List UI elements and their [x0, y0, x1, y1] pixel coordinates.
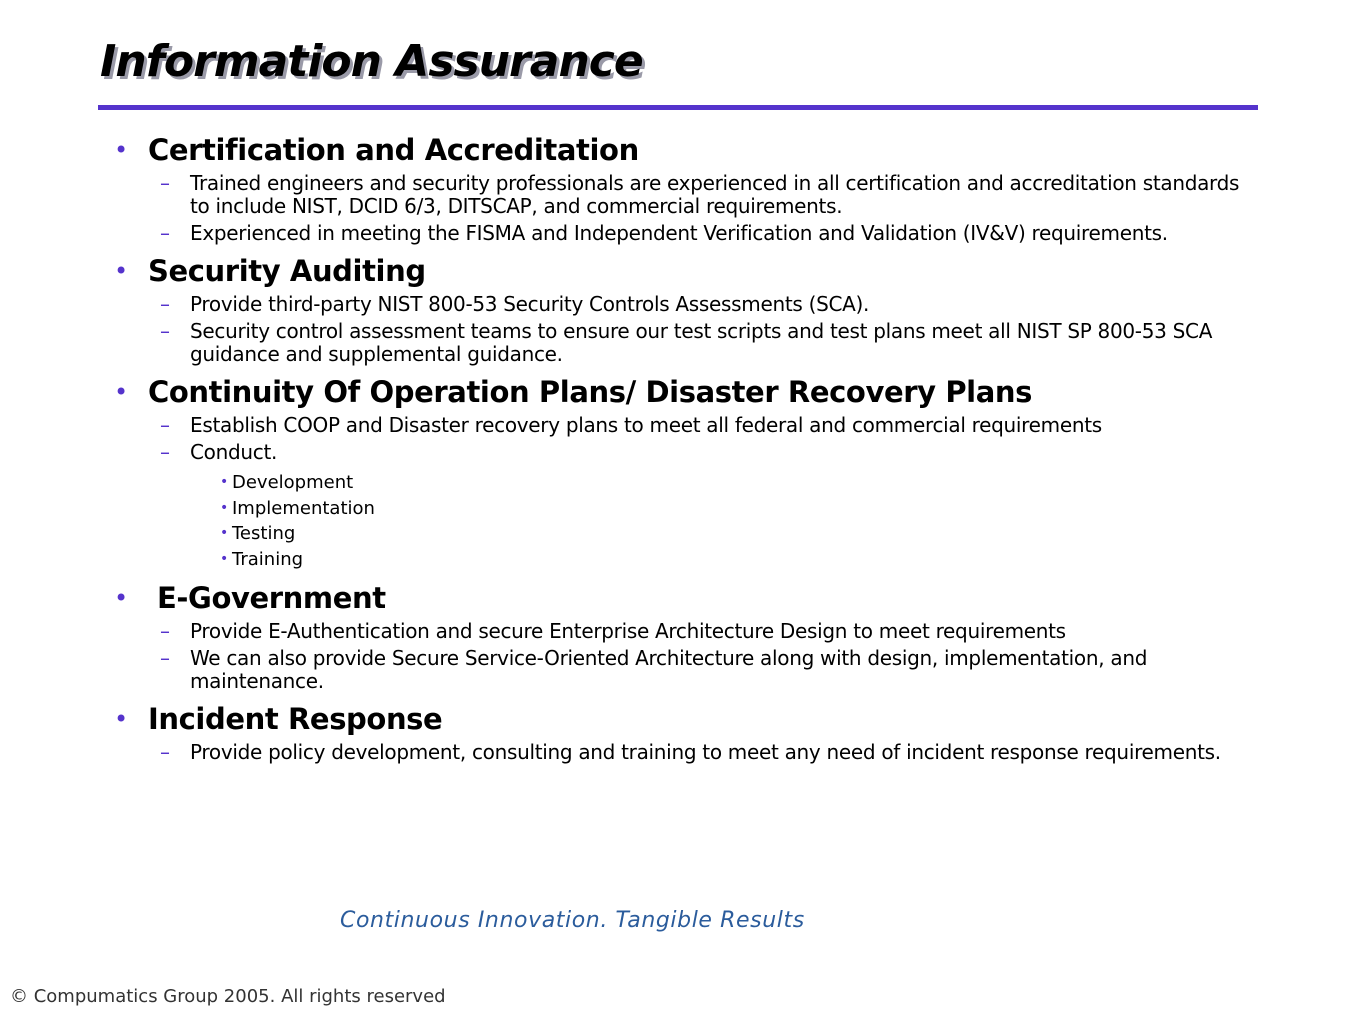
- list-item-text: Establish COOP and Disaster recovery plans to meet all federal and commercial requirements: [190, 413, 1102, 437]
- list-item: [148, 521, 1242, 547]
- list-item: [148, 647, 1242, 693]
- section-incident-response: [112, 701, 1242, 764]
- list-item-text: Provide third-party NIST 800-53 Security Controls Assessments (SCA).: [190, 292, 870, 316]
- bullet-icon: •: [114, 378, 129, 406]
- bullet-icon: •: [114, 705, 129, 733]
- section-items: [148, 414, 1242, 464]
- dash-icon: –: [160, 413, 170, 437]
- list-item: [148, 222, 1242, 245]
- section-heading: Security Auditing: [148, 254, 426, 288]
- dash-icon: –: [160, 646, 170, 670]
- list-item-text: Testing: [232, 523, 296, 544]
- list-item-text: Conduct.: [190, 440, 278, 464]
- bullet-icon: •: [220, 525, 229, 541]
- list-item: [148, 441, 1242, 464]
- section-heading: Certification and Accreditation: [148, 133, 639, 167]
- bullet-icon: •: [114, 257, 129, 285]
- dash-icon: –: [160, 221, 170, 245]
- section-items: [148, 172, 1242, 245]
- section-security-auditing: [112, 253, 1242, 366]
- slide-title: Information Assurance: [100, 36, 643, 87]
- section-heading: Incident Response: [148, 702, 443, 736]
- dash-icon: –: [160, 619, 170, 643]
- list-item: [148, 320, 1242, 366]
- dash-icon: –: [160, 292, 170, 316]
- list-item-text: Security control assessment teams to ensure our test scripts and test plans meet all NIST SP 800-53 SCA guidance and supplemental guidance.: [190, 319, 1213, 366]
- section-heading: Continuity Of Operation Plans/ Disaster Recovery Plans: [148, 375, 1032, 409]
- list-item: [148, 293, 1242, 316]
- bullet-icon: •: [220, 550, 229, 567]
- list-item: [148, 470, 1242, 496]
- dash-icon: –: [160, 171, 170, 195]
- list-item: [148, 620, 1242, 643]
- list-item-text: Implementation: [232, 497, 375, 519]
- list-item-text: Experienced in meeting the FISMA and Independent Verification and Validation (IV&V) requirements.: [190, 221, 1168, 245]
- section-heading: E-Government: [157, 581, 386, 615]
- bullet-icon: •: [114, 136, 129, 164]
- dash-icon: –: [160, 319, 170, 343]
- list-item: [148, 496, 1242, 522]
- section-e-government: [112, 580, 1242, 693]
- list-item-text: Training: [232, 548, 304, 570]
- section-items: [148, 293, 1242, 366]
- list-item-text: Trained engineers and security professionals are experienced in all certification and accreditation standards to include NIST, DCID 6/3, DITSCAP, and commercial requirements.: [190, 171, 1240, 218]
- section-continuity: [112, 374, 1242, 572]
- section-items: [148, 741, 1242, 764]
- bullet-icon: •: [220, 474, 229, 490]
- dash-icon: –: [160, 740, 170, 764]
- section-certification: [112, 132, 1242, 245]
- bullet-icon: •: [114, 584, 129, 612]
- bullet-icon: •: [220, 499, 229, 516]
- slide-body: [112, 132, 1242, 764]
- copyright-footer: © Compumatics Group 2005. All rights reserved: [10, 986, 446, 1007]
- list-item: [148, 547, 1242, 573]
- list-item: [148, 414, 1242, 437]
- list-item-text: Development: [232, 472, 354, 493]
- title-divider: [98, 105, 1258, 110]
- list-item-text: Provide policy development, consulting and training to meet any need of incident response requirements.: [190, 740, 1221, 764]
- tagline: Continuous Innovation. Tangible Results: [340, 908, 805, 933]
- list-item: [148, 741, 1242, 764]
- list-item-text: Provide E-Authentication and secure Enterprise Architecture Design to meet requirements: [190, 619, 1066, 643]
- conduct-subitems: [148, 470, 1242, 572]
- dash-icon: –: [160, 440, 170, 464]
- list-item: [148, 172, 1242, 218]
- list-item-text: We can also provide Secure Service-Oriented Architecture along with design, implementation, and maintenance.: [190, 646, 1148, 693]
- section-items: [148, 620, 1242, 693]
